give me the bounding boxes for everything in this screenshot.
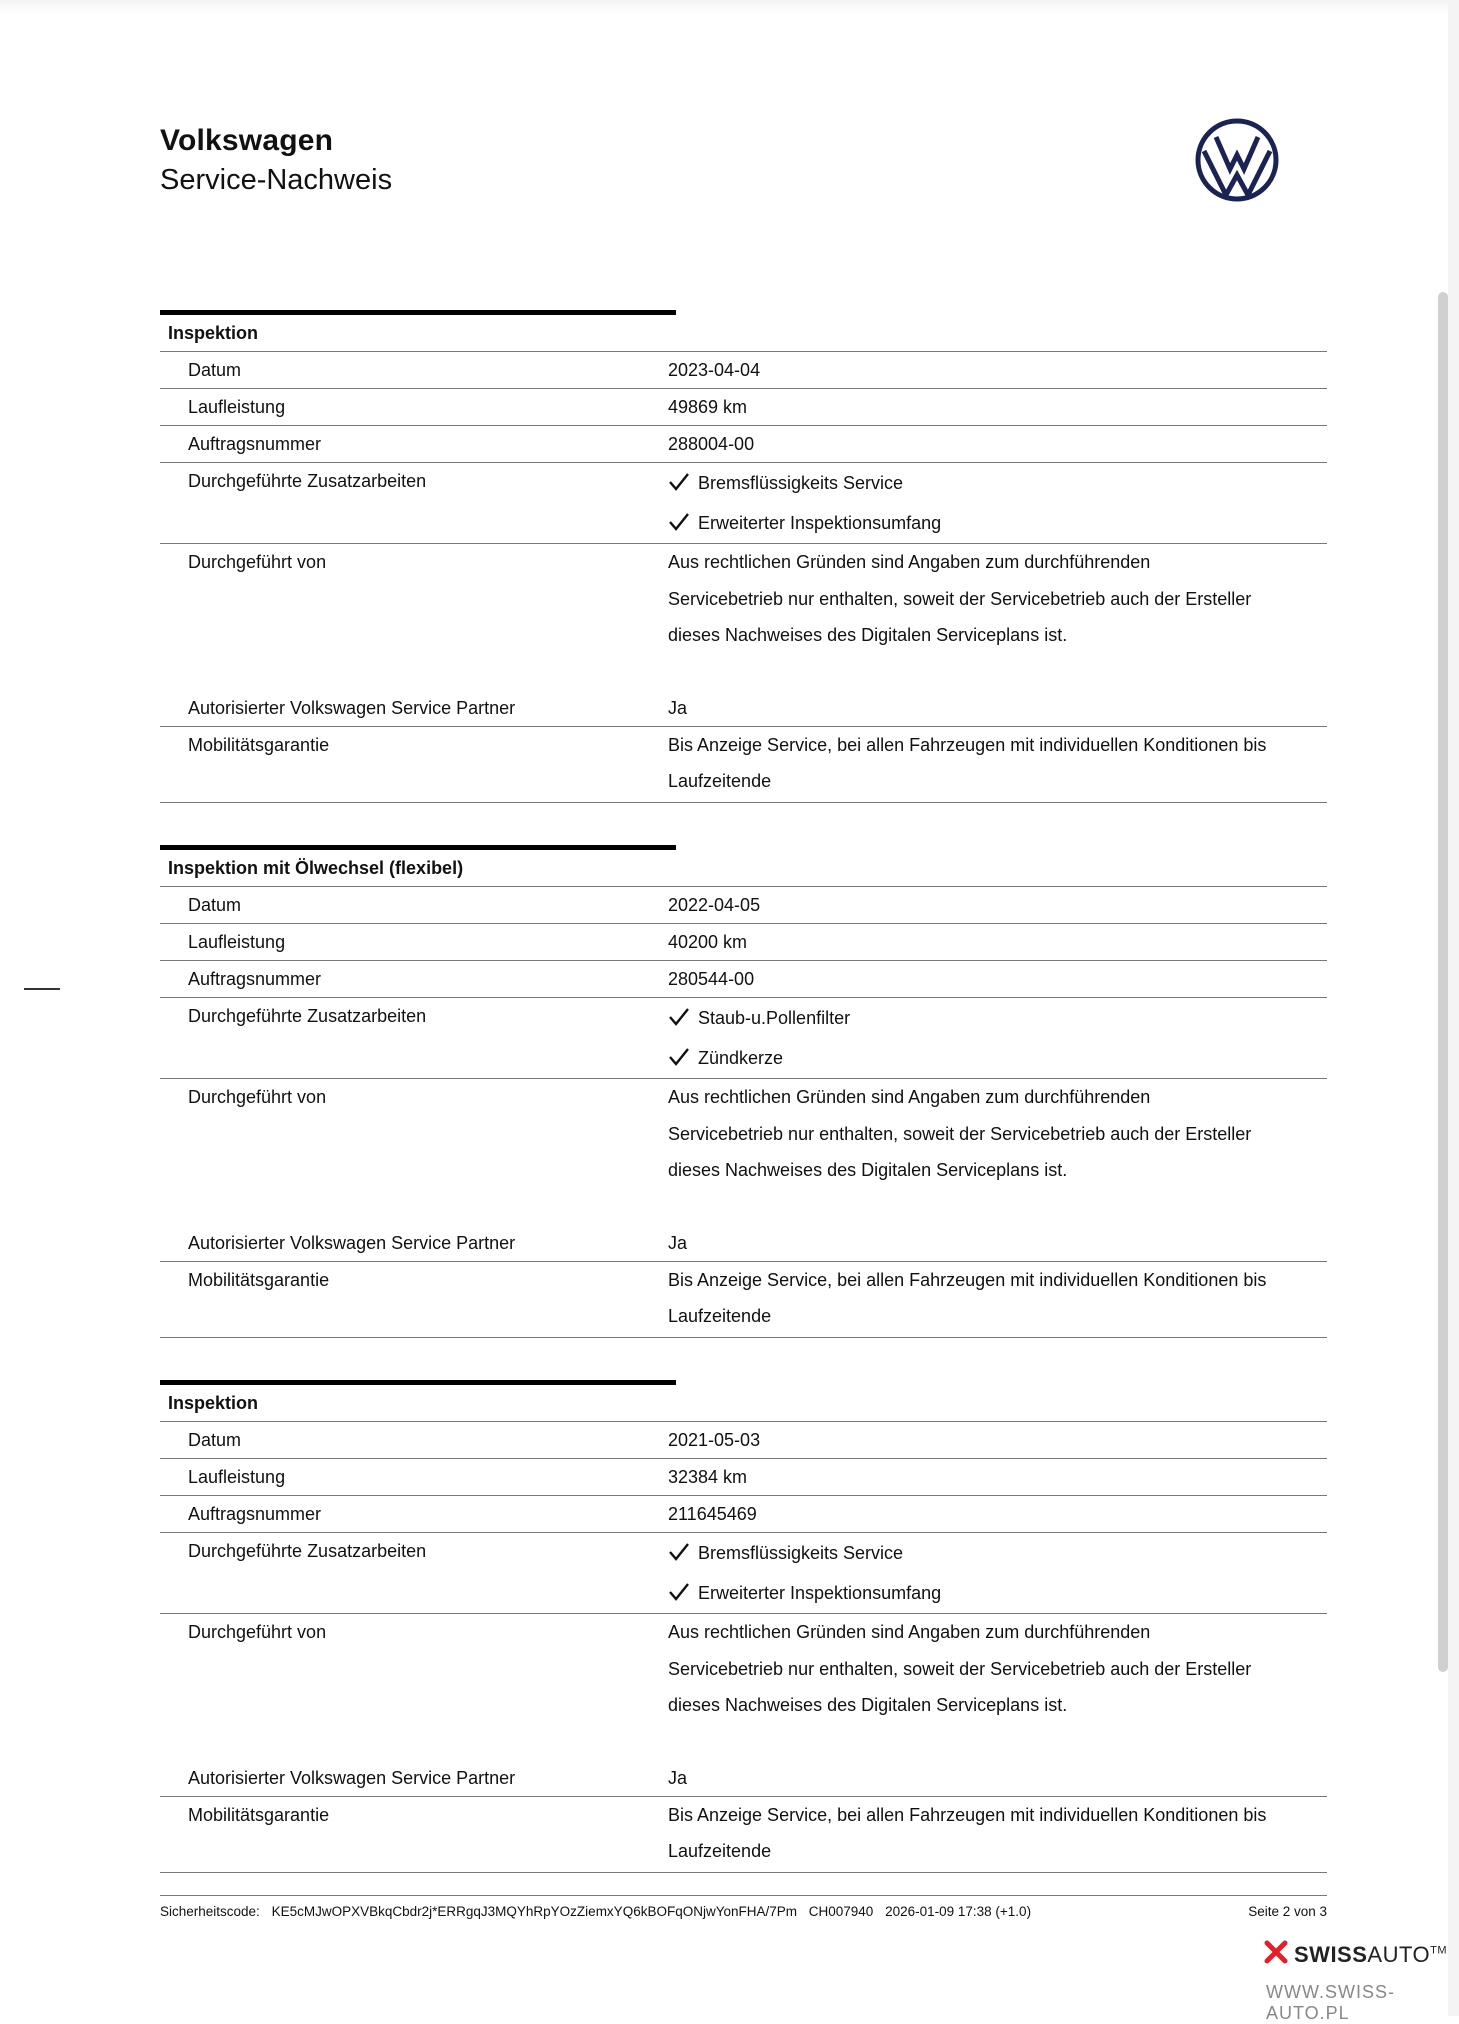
text-line: Servicebetrieb nur enthalten, soweit der Servicebetrieb auch der Ersteller (668, 1658, 1252, 1679)
label-durchgefuehrt-von: Durchgeführt von (188, 552, 327, 572)
page-footer (160, 1895, 1327, 1919)
row-datum (160, 1422, 1327, 1459)
row-durchgefuehrt-von (160, 1614, 1327, 1760)
check-label: Erweiterter Inspektionsumfang (698, 513, 942, 533)
value-auftragsnummer: 211645469 (668, 1504, 757, 1524)
label-durchgefuehrt-von: Durchgeführt von (188, 1087, 327, 1107)
checkmark-icon (668, 1542, 698, 1564)
text-line: dieses Nachweises des Digitalen Serviceplans ist. (668, 1695, 1068, 1715)
value-service-partner: Ja (668, 697, 688, 718)
value-zusatzarbeiten (668, 998, 1327, 1078)
label-zusatzarbeiten: Durchgeführte Zusatzarbeiten (188, 1006, 427, 1026)
row-durchgefuehrt-von (160, 544, 1327, 690)
section-title: Inspektion (160, 315, 1327, 352)
value-mobilitaetsgarantie (668, 1797, 1327, 1872)
checked-item (668, 1573, 1327, 1613)
service-entry (160, 845, 1327, 1338)
value-laufleistung: 40200 km (668, 932, 748, 952)
checkmark-icon (668, 1047, 698, 1069)
label-datum: Datum (188, 895, 242, 915)
row-zusatzarbeiten (160, 1533, 1327, 1614)
service-entry (160, 1380, 1327, 1873)
checkmark-icon (668, 1007, 698, 1029)
value-service-partner: Ja (668, 1232, 688, 1253)
row-auftragsnummer (160, 426, 1327, 463)
label-laufleistung: Laufleistung (188, 1467, 286, 1487)
label-mobilitaetsgarantie: Mobilitätsgarantie (188, 1269, 330, 1290)
text-line: Laufzeitende (668, 1841, 772, 1861)
row-service-partner (160, 1760, 1327, 1797)
row-auftragsnummer (160, 1496, 1327, 1533)
value-mobilitaetsgarantie (668, 727, 1327, 802)
label-laufleistung: Laufleistung (188, 397, 286, 417)
text-line: dieses Nachweises des Digitalen Serviceplans ist. (668, 1160, 1068, 1180)
service-entry (160, 310, 1327, 803)
text-line: Servicebetrieb nur enthalten, soweit der Servicebetrieb auch der Ersteller (668, 588, 1252, 609)
row-service-partner (160, 690, 1327, 727)
checked-item (668, 998, 1327, 1038)
watermark-brand: SWISSAUTO™ (1294, 1941, 1448, 1967)
label-laufleistung: Laufleistung (188, 932, 286, 952)
label-mobilitaetsgarantie: Mobilitätsgarantie (188, 734, 330, 755)
checkmark-icon (668, 472, 698, 494)
label-auftragsnummer: Auftragsnummer (188, 969, 322, 989)
label-datum: Datum (188, 1430, 242, 1450)
section-title: Inspektion mit Ölwechsel (flexibel) (160, 850, 1327, 887)
label-durchgefuehrt-von: Durchgeführt von (188, 1622, 327, 1642)
security-code: KE5cMJwOPXVBkqCbdr2j*ERRgqJ3MQYhRpYOzZiemxYQ6kBOFqONjwYonFHA/7Pm (271, 1904, 797, 1919)
text-line: Bis Anzeige Service, bei allen Fahrzeugen mit individuellen Konditionen bis (668, 1269, 1267, 1290)
row-mobilitaetsgarantie (160, 1262, 1327, 1338)
value-durchgefuehrt-von (668, 1614, 1327, 1760)
row-service-partner (160, 1225, 1327, 1262)
check-label: Erweiterter Inspektionsumfang (698, 1583, 942, 1603)
check-label: Zündkerze (698, 1048, 784, 1068)
row-durchgefuehrt-von (160, 1079, 1327, 1225)
scrollbar-track[interactable] (1448, 0, 1459, 2016)
value-laufleistung: 49869 km (668, 397, 748, 417)
document-id: CH007940 (808, 1904, 874, 1919)
row-datum (160, 352, 1327, 389)
row-zusatzarbeiten (160, 463, 1327, 544)
viewer-top-bar (0, 0, 1459, 14)
footer-security (160, 1904, 1039, 1919)
document-subtitle: Service-Nachweis (160, 164, 393, 196)
checkmark-icon (668, 512, 698, 534)
value-durchgefuehrt-von (668, 1079, 1327, 1225)
swissauto-x-icon (1264, 1940, 1288, 1969)
row-mobilitaetsgarantie (160, 1797, 1327, 1873)
checkmark-icon (668, 1582, 698, 1604)
text-line: Aus rechtlichen Gründen sind Angaben zum durchführenden (668, 1087, 1151, 1107)
value-datum: 2021-05-03 (668, 1430, 761, 1450)
value-auftragsnummer: 280544-00 (668, 969, 755, 989)
text-line: Servicebetrieb nur enthalten, soweit der Servicebetrieb auch der Ersteller (668, 1123, 1252, 1144)
row-mobilitaetsgarantie (160, 727, 1327, 803)
value-zusatzarbeiten (668, 463, 1327, 543)
timestamp: 2026-01-09 17:38 (+1.0) (885, 1904, 1032, 1919)
row-datum (160, 887, 1327, 924)
value-datum: 2023-04-04 (668, 360, 761, 380)
row-laufleistung (160, 389, 1327, 426)
checked-item (668, 1533, 1327, 1573)
value-datum: 2022-04-05 (668, 895, 761, 915)
value-service-partner: Ja (668, 1767, 688, 1788)
value-laufleistung: 32384 km (668, 1467, 748, 1487)
label-datum: Datum (188, 360, 242, 380)
row-laufleistung (160, 924, 1327, 961)
text-line: Bis Anzeige Service, bei allen Fahrzeugen mit individuellen Konditionen bis (668, 734, 1267, 755)
label-auftragsnummer: Auftragsnummer (188, 434, 322, 454)
security-label: Sicherheitscode: (160, 1904, 260, 1919)
section-title: Inspektion (160, 1385, 1327, 1422)
value-zusatzarbeiten (668, 1533, 1327, 1613)
checked-item (668, 463, 1327, 503)
checked-item (668, 503, 1327, 543)
text-line: dieses Nachweises des Digitalen Serviceplans ist. (668, 625, 1068, 645)
margin-marker (24, 988, 60, 990)
row-laufleistung (160, 1459, 1327, 1496)
label-zusatzarbeiten: Durchgeführte Zusatzarbeiten (188, 1541, 427, 1561)
page-number: Seite 2 von 3 (1248, 1904, 1327, 1919)
swissauto-watermark (1264, 1940, 1447, 1969)
label-zusatzarbeiten: Durchgeführte Zusatzarbeiten (188, 471, 427, 491)
row-zusatzarbeiten (160, 998, 1327, 1079)
text-line: Bis Anzeige Service, bei allen Fahrzeugen mit individuellen Konditionen bis (668, 1804, 1267, 1825)
text-line: Laufzeitende (668, 771, 772, 791)
label-auftragsnummer: Auftragsnummer (188, 1504, 322, 1524)
brand-title: Volkswagen (160, 124, 334, 157)
scrollbar-thumb[interactable] (1438, 292, 1448, 1672)
label-service-partner: Autorisierter Volkswagen Service Partner (188, 1232, 516, 1253)
value-mobilitaetsgarantie (668, 1262, 1327, 1337)
label-mobilitaetsgarantie: Mobilitätsgarantie (188, 1804, 330, 1825)
row-auftragsnummer (160, 961, 1327, 998)
watermark-url: WWW.SWISS-AUTO.PL (1266, 1982, 1395, 2023)
text-line: Aus rechtlichen Gründen sind Angaben zum durchführenden (668, 1622, 1151, 1642)
checked-item (668, 1038, 1327, 1078)
label-service-partner: Autorisierter Volkswagen Service Partner (188, 697, 516, 718)
text-line: Aus rechtlichen Gründen sind Angaben zum durchführenden (668, 552, 1151, 572)
check-label: Bremsflüssigkeits Service (698, 473, 904, 493)
check-label: Staub-u.Pollenfilter (698, 1008, 851, 1028)
value-auftragsnummer: 288004-00 (668, 434, 755, 454)
text-line: Laufzeitende (668, 1306, 772, 1326)
vw-logo-icon (1194, 117, 1280, 203)
check-label: Bremsflüssigkeits Service (698, 1543, 904, 1563)
value-durchgefuehrt-von (668, 544, 1327, 690)
label-service-partner: Autorisierter Volkswagen Service Partner (188, 1767, 516, 1788)
